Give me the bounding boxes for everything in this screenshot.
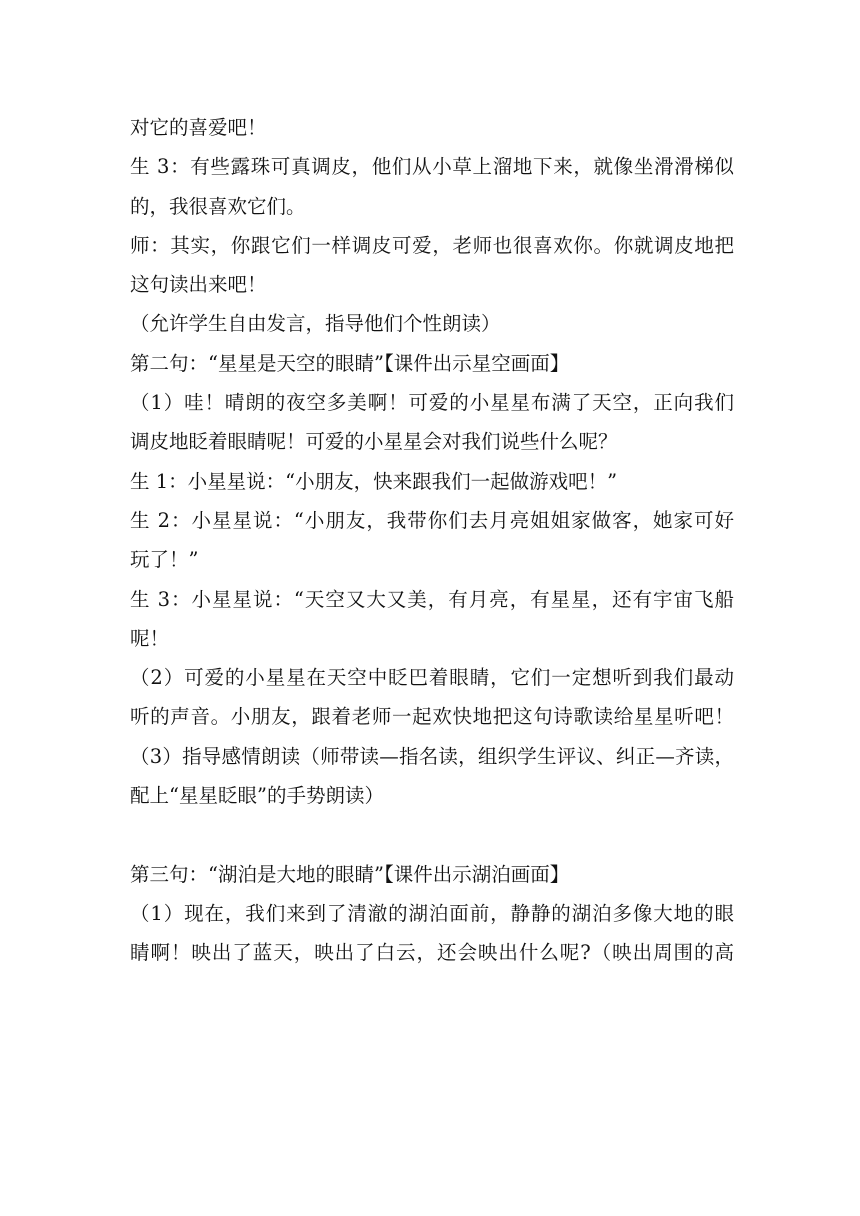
section-heading: 第三句：“湖泊是大地的眼睛”【课件出示湖泊画面】 xyxy=(130,862,570,886)
text-line: （3）指导感情朗读（师带读—指名读，组织学生评议、纠正—齐读， xyxy=(130,744,734,768)
text-line: 生 2：小星星说：“小朋友，我带你们去月亮姐姐家做客，她家可好 xyxy=(130,508,734,532)
text-line: 师：其实，你跟它们一样调皮可爱，老师也很喜欢你。你就调皮地把 xyxy=(130,233,734,257)
text-line: 玩了！” xyxy=(130,548,199,572)
text-line: （1）现在，我们来到了清澈的湖泊面前，静静的湖泊多像大地的眼 xyxy=(130,901,734,925)
text-line: 调皮地眨着眼睛呢！可爱的小星星会对我们说些什么呢？ xyxy=(130,430,618,454)
text-line: （1）哇！晴朗的夜空多美啊！可爱的小星星布满了天空，正向我们 xyxy=(130,391,734,415)
text-line: 生 3：有些露珠可真调皮，他们从小草上溜地下来，就像坐滑滑梯似 xyxy=(130,155,734,179)
text-line: 生 3：小星星说：“天空又大又美，有月亮，有星星，还有宇宙飞船 xyxy=(130,587,734,611)
text-line: 睛啊！映出了蓝天，映出了白云，还会映出什么呢?（映出周围的高 xyxy=(130,941,734,965)
text-line: 对它的喜爱吧！ xyxy=(130,116,267,139)
section-heading: 第二句：“星星是天空的眼睛”【课件出示星空画面】 xyxy=(130,351,570,375)
text-line: 生 1：小星星说：“小朋友，快来跟我们一起做游戏吧！” xyxy=(130,469,618,493)
text-line: （允许学生自由发言，指导他们个性朗读） xyxy=(130,312,501,336)
text-line: 听的声音。小朋友，跟着老师一起欢快地把这句诗歌读给星星听吧！ xyxy=(130,705,734,729)
lesson-text xyxy=(130,108,734,973)
text-line: 呢！ xyxy=(130,626,170,650)
text-line: （2）可爱的小星星在天空中眨巴着眼睛，它们一定想听到我们最动 xyxy=(130,666,734,690)
blank-line xyxy=(130,815,734,854)
text-line: 这句读出来吧！ xyxy=(130,273,267,297)
text-line: 配上“星星眨眼”的手势朗读） xyxy=(130,784,384,808)
text-line: 的，我很喜欢它们。 xyxy=(130,194,306,218)
